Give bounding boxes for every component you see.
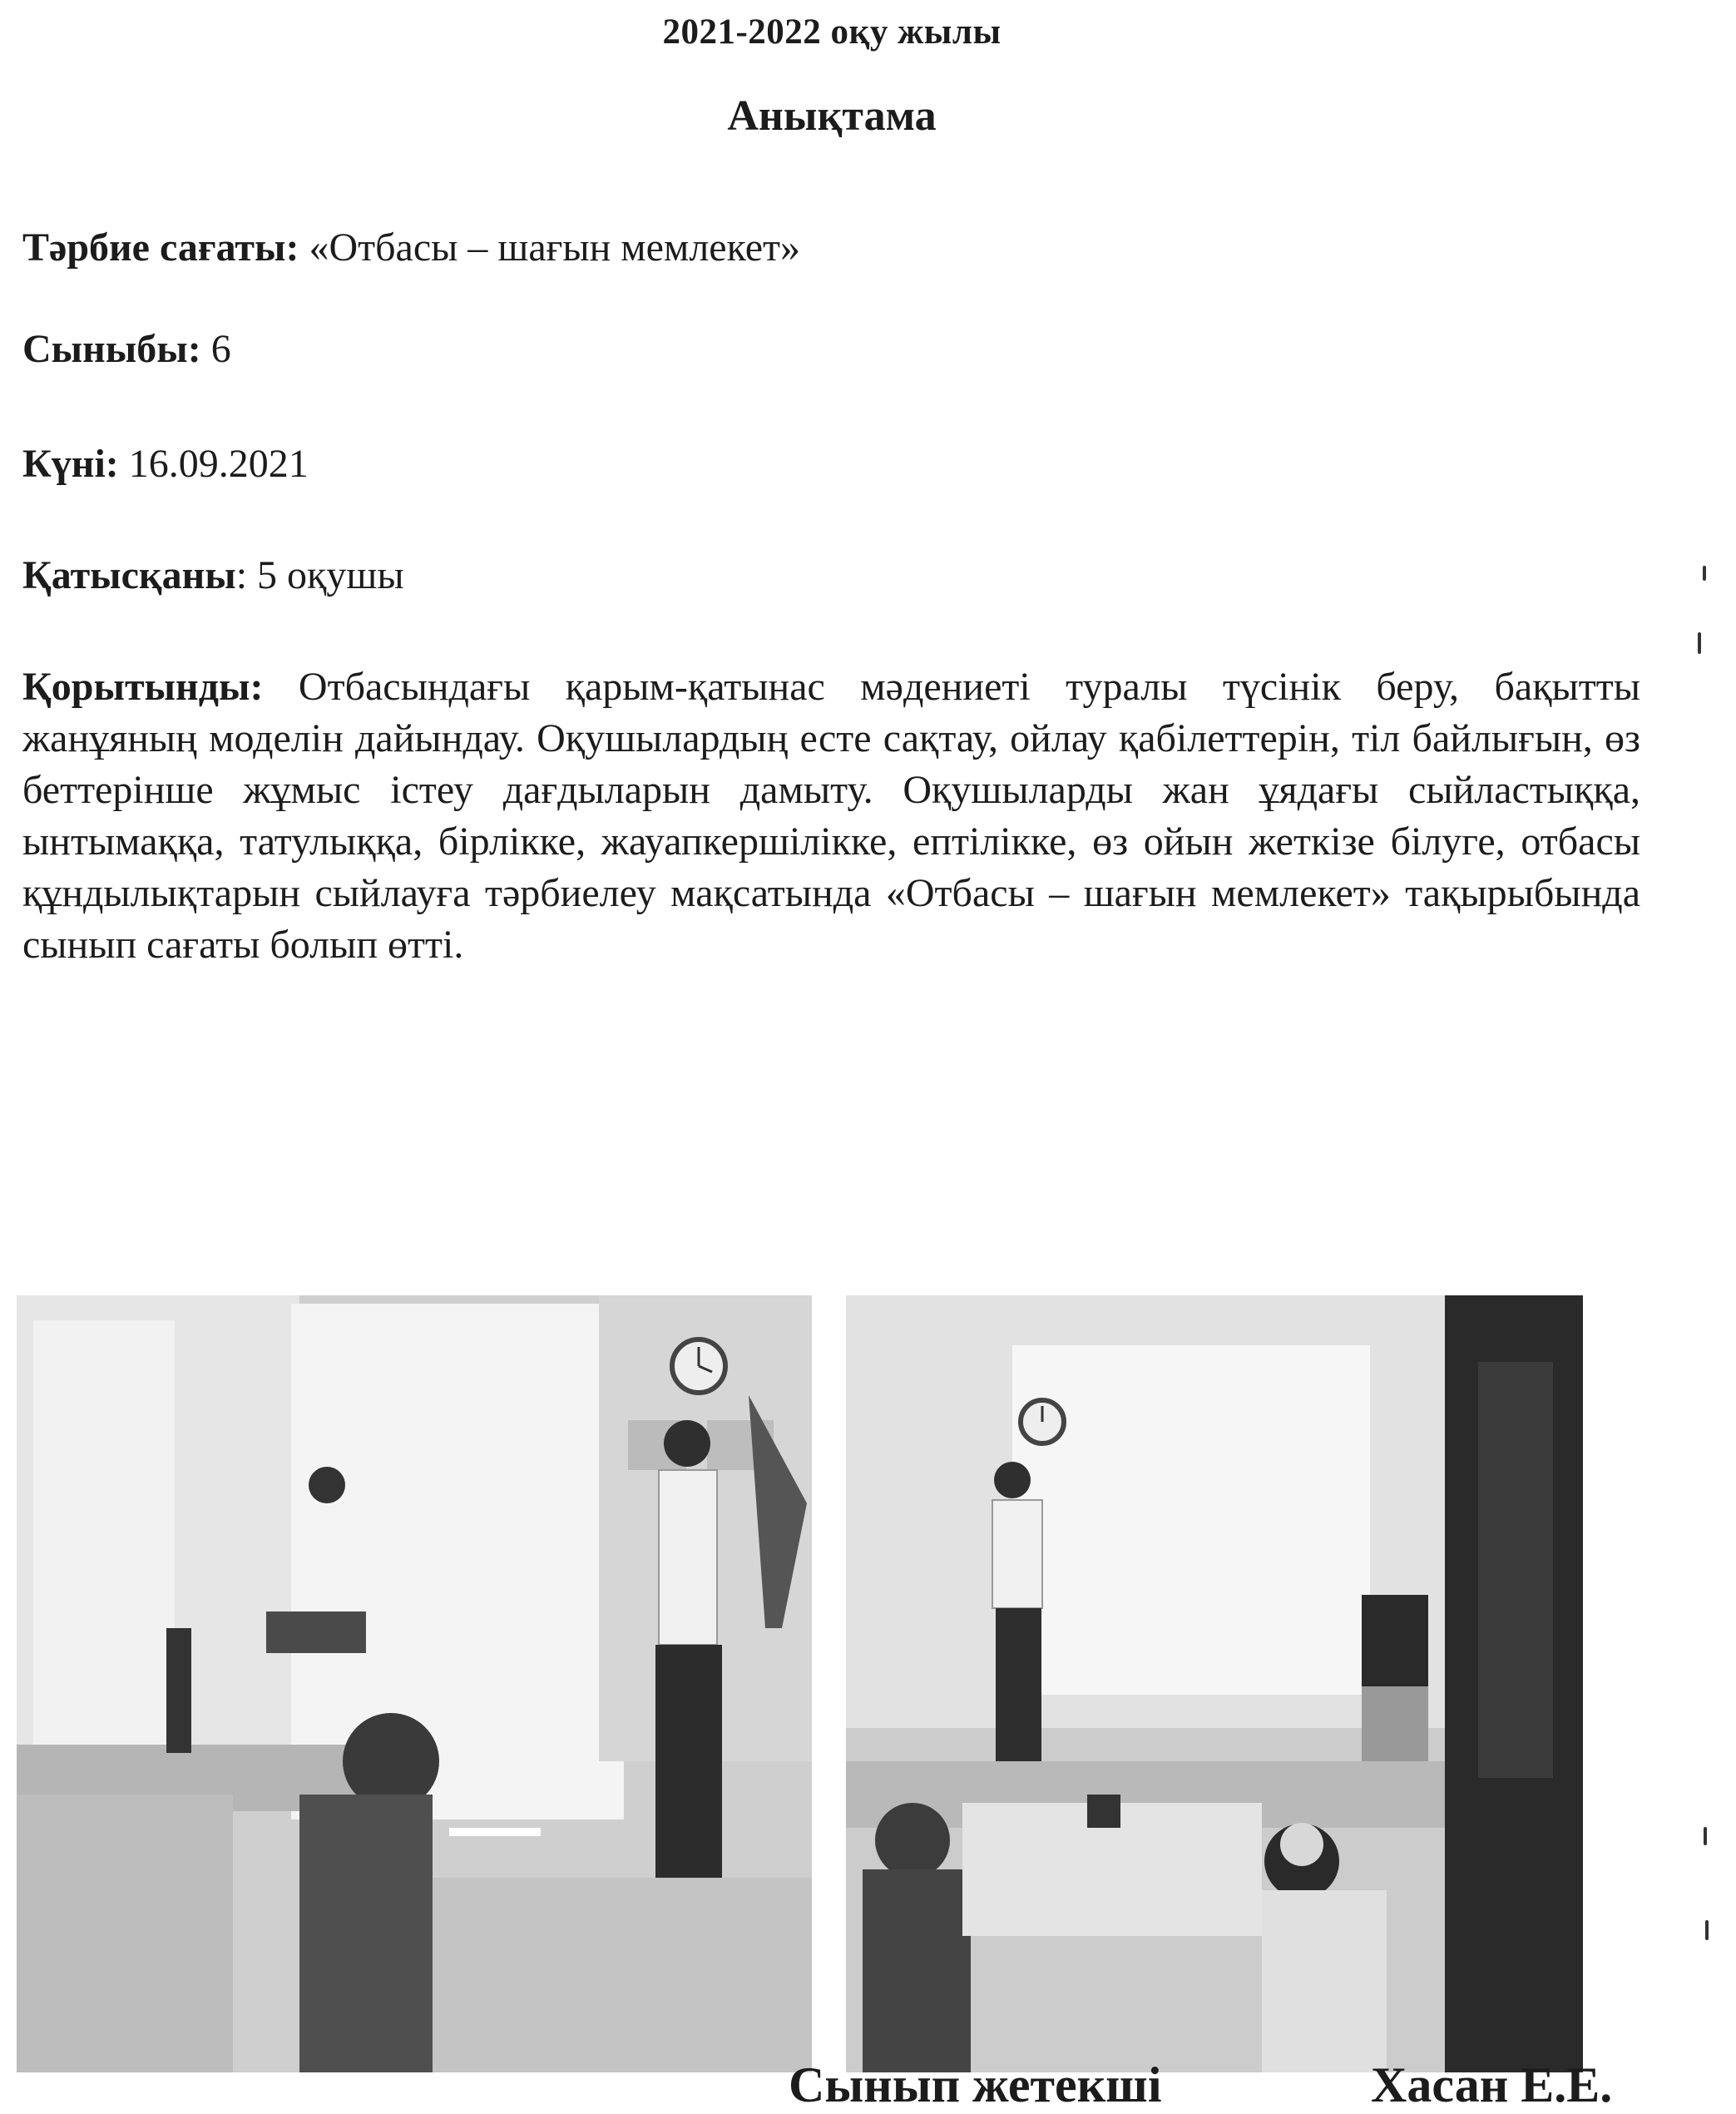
binder-hole-mark bbox=[1703, 566, 1706, 581]
academic-year: 2021-2022 оқу жылы bbox=[662, 12, 1002, 52]
class-value: 6 bbox=[210, 327, 231, 371]
class-field bbox=[22, 326, 231, 372]
classroom-photo-1 bbox=[17, 1295, 812, 2072]
classroom-photo-icon bbox=[17, 1295, 812, 2072]
topic-label: Тәрбие сағаты: bbox=[22, 225, 299, 270]
date-field bbox=[22, 441, 309, 487]
conclusion-label: Қорытынды: bbox=[22, 665, 264, 709]
classroom-photo-2 bbox=[846, 1295, 1583, 2072]
topic-field bbox=[22, 225, 800, 270]
binder-hole-mark bbox=[1705, 1920, 1709, 1940]
attendance-label: Қатысқаны bbox=[22, 553, 236, 597]
binder-hole-mark bbox=[1698, 632, 1701, 654]
document-title: Анықтама bbox=[727, 92, 937, 140]
date-label: Күні: bbox=[22, 442, 119, 486]
signature-role: Сынып жетекші bbox=[789, 2057, 1162, 2112]
date-value: 16.09.2021 bbox=[128, 442, 309, 486]
classroom-photo-icon bbox=[846, 1295, 1583, 2072]
binder-hole-mark bbox=[1704, 1827, 1707, 1845]
signature-name: Хасан Е.Е. bbox=[1371, 2057, 1613, 2112]
attendance-value: : 5 оқушы bbox=[235, 553, 404, 597]
topic-value: «Отбасы – шағын мемлекет» bbox=[309, 225, 800, 270]
conclusion-paragraph bbox=[22, 661, 1640, 971]
class-label: Сыныбы: bbox=[22, 327, 201, 371]
conclusion-text: Отбасындағы қарым-қатынас мәдениеті туралы түсінік беру, бақытты жанұяның моделін дайындау. Оқушылардың есте сақтау, ойлау қабілеттерін, тіл байлығын, өз беттерінше жұмыс істеу дағдыларын дамыту. Оқушыларды жан ұядағы сыйластыққа, ынтымаққа, татулыққа, бірлікке, жауапкершілікке, ептілікке, өз ойын жеткізе білуге, отбасы құндылықтарын сыйлауға тәрбиелеу мақсатында «Отбасы – шағын мемлекет» тақырыбында сынып сағаты болып өтті. bbox=[22, 665, 1641, 967]
attendance-field bbox=[22, 552, 404, 598]
